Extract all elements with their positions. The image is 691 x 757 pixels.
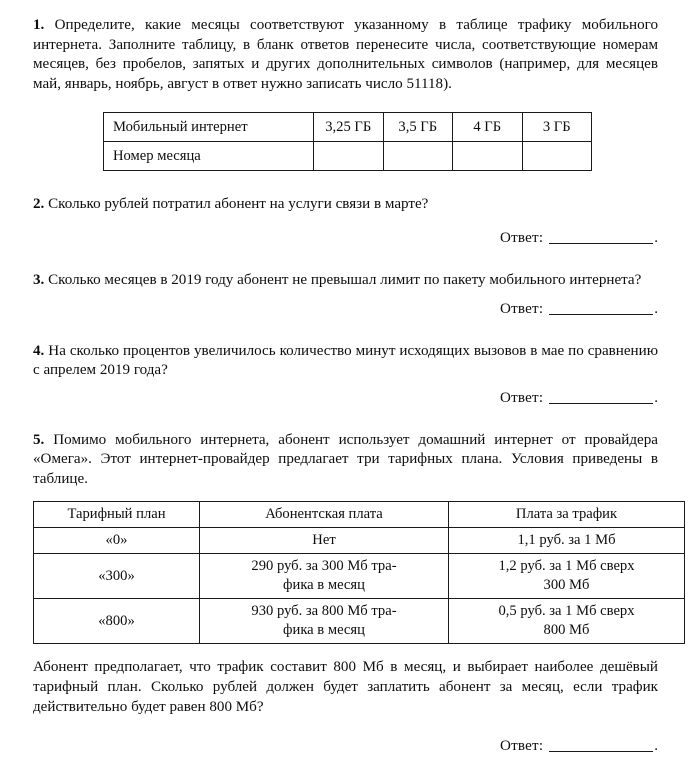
table-row <box>34 599 685 644</box>
tariff-fee-line-1: 290 руб. за 300 Мб тра- <box>251 557 397 574</box>
task-1-number: 1. <box>33 17 45 33</box>
task-2-text <box>33 195 658 215</box>
task-4-number: 4. <box>33 342 45 359</box>
answer-line-task-2 <box>33 229 658 249</box>
task-3-number: 3. <box>33 271 45 288</box>
mobile-value-cell: 3,25 ГБ <box>314 113 384 142</box>
table-row <box>104 142 592 171</box>
answer-period: . <box>654 389 658 406</box>
spacer-before-tariff-table <box>0 489 691 501</box>
tariff-plans-table <box>33 501 685 644</box>
mobile-value-cell: 3 ГБ <box>522 113 592 142</box>
mobile-value-cell: 4 ГБ <box>453 113 523 142</box>
tariff-traffic-line-2: 800 Мб <box>543 622 590 639</box>
answer-period: . <box>654 301 658 318</box>
mobile-value-cell: 3,5 ГБ <box>383 113 453 142</box>
table-row <box>34 528 685 554</box>
mobile-internet-table <box>103 112 592 171</box>
spacer-before-answer-4 <box>0 381 691 389</box>
tariff-header-traffic: Плата за трафик <box>449 502 685 528</box>
task-3 <box>33 271 658 291</box>
tariff-plan-name: «0» <box>34 528 200 554</box>
tariff-traffic-value <box>449 599 685 644</box>
answer-label: Ответ: <box>499 389 544 406</box>
task-1-body: Определите, какие месяцы соответствуют указанному в таблице трафику мобильного интернета. Заполните таблицу, в бланк ответов перенесите числа, соответствующие номерам месяцев, без пробелов, запятых и других дополнительных символов (например, для месяцев май, январь, ноябрь, август в ответ нужно записать число 51118). <box>33 17 658 92</box>
tariff-fee-line-1: 930 руб. за 800 Мб тра- <box>251 602 397 619</box>
spacer-before-answer-2 <box>0 215 691 229</box>
task-2 <box>33 195 658 215</box>
tariff-traffic-line-1: 0,5 руб. за 1 Мб сверх <box>498 602 635 619</box>
tariff-fee-value: Нет <box>200 528 449 554</box>
answer-blank[interactable] <box>549 740 653 752</box>
month-number-input-cell[interactable] <box>522 142 592 171</box>
task-2-number: 2. <box>33 196 45 213</box>
tariff-fee-line-2: фика в месяц <box>283 577 365 594</box>
closing-paragraph-text: Абонент предполагает, что трафик составит 800 Мб в месяц, и выбирает наиболее дешёвый тарифный план. Сколько рублей должен будет заплатить абонент за месяц, если трафик действительно будет равен 800 Мб? <box>33 659 658 715</box>
answer-period: . <box>654 738 658 755</box>
tariff-header-fee: Абонентская плата <box>200 502 449 528</box>
task-1-text <box>33 16 658 94</box>
answer-blank[interactable] <box>549 392 653 404</box>
answer-line-task-4 <box>33 389 658 409</box>
month-number-input-cell[interactable] <box>383 142 453 171</box>
table-row <box>34 554 685 599</box>
task-4-text <box>33 342 658 381</box>
spacer-after-answer-4 <box>0 409 691 431</box>
task-2-body: Сколько рублей потратил абонент на услуги связи в марте? <box>48 196 429 213</box>
tariff-traffic-line-1: 1,2 руб. за 1 Мб сверх <box>498 557 635 574</box>
answer-line-task-3 <box>33 300 658 320</box>
answer-label: Ответ: <box>499 738 544 755</box>
spacer-after-answer-2 <box>0 249 691 271</box>
mobile-row-label: Мобильный интернет <box>104 113 314 142</box>
answer-blank[interactable] <box>549 232 653 244</box>
month-number-row-label: Номер месяца <box>104 142 314 171</box>
answer-period: . <box>654 229 658 246</box>
spacer-after-task-1 <box>0 94 691 112</box>
task-3-text <box>33 271 658 291</box>
page-top-spacer <box>0 0 691 16</box>
month-number-input-cell[interactable] <box>453 142 523 171</box>
month-number-input-cell[interactable] <box>314 142 384 171</box>
task-4 <box>33 342 658 381</box>
tariff-fee-value <box>200 599 449 644</box>
tariff-plan-name: «800» <box>34 599 200 644</box>
answer-label: Ответ: <box>499 301 544 318</box>
task-5 <box>33 431 658 490</box>
task-1 <box>33 16 658 94</box>
task-3-body: Сколько месяцев в 2019 году абонент не превышал лимит по пакету мобильного интернета? <box>48 271 642 288</box>
tariff-fee-value <box>200 554 449 599</box>
task-5-number: 5. <box>33 431 45 448</box>
tariff-traffic-value <box>449 554 685 599</box>
spacer-after-tariff-table <box>0 644 691 658</box>
spacer-after-mobile-table <box>0 171 691 195</box>
answer-line-task-5 <box>33 737 658 757</box>
closing-paragraph <box>33 658 658 717</box>
tariff-header-plan: Тарифный план <box>34 502 200 528</box>
tariff-traffic-line-2: 300 Мб <box>543 577 590 594</box>
table-row <box>104 113 592 142</box>
spacer-before-final-answer <box>0 717 691 737</box>
task-5-text <box>33 431 658 490</box>
answer-blank[interactable] <box>549 303 653 315</box>
answer-label: Ответ: <box>499 229 544 246</box>
tariff-plan-name: «300» <box>34 554 200 599</box>
task-5-body: Помимо мобильного интернета, абонент использует домашний интернет от провайдера «Омега». Этот интернет-провайдер предлагает три тарифных плана. Условия приведены в таблице. <box>33 431 658 487</box>
spacer-after-answer-3 <box>0 320 691 342</box>
spacer-before-answer-3 <box>0 290 691 300</box>
tariff-traffic-value: 1,1 руб. за 1 Мб <box>449 528 685 554</box>
table-header-row <box>34 502 685 528</box>
task-4-body: На сколько процентов увеличилось количество минут исходящих вызовов в мае по сравнению с апрелем 2019 года? <box>33 342 658 379</box>
tariff-fee-line-2: фика в месяц <box>283 622 365 639</box>
